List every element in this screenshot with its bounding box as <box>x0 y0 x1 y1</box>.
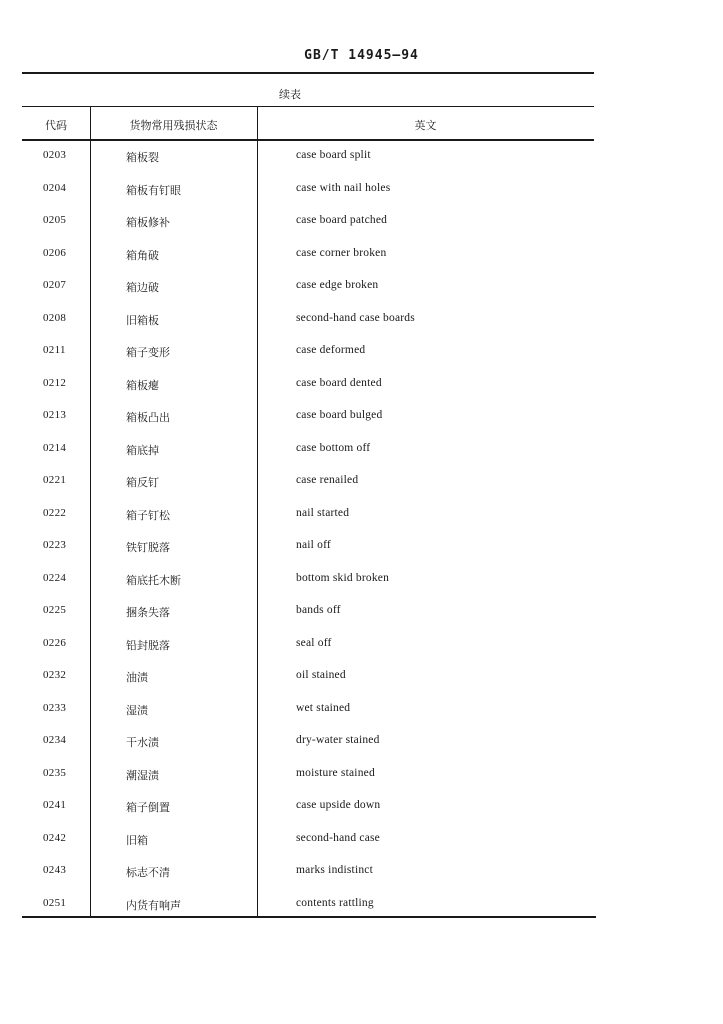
row-code: 0214 <box>43 441 67 454</box>
table-row <box>22 628 594 661</box>
table-row <box>22 465 594 498</box>
row-code: 0241 <box>43 799 67 811</box>
row-code: 0251 <box>43 896 67 909</box>
row-english-term: case with nail holes <box>296 181 391 194</box>
row-code: 0243 <box>43 864 67 876</box>
table-caption: 续表 <box>279 88 301 101</box>
row-chinese-term: 标志不清 <box>126 866 170 879</box>
row-english-term: case board bulged <box>296 409 383 421</box>
row-chinese-term: 箱反钉 <box>126 476 159 489</box>
table-row <box>22 563 594 596</box>
row-english-term: case corner broken <box>296 246 387 259</box>
row-code: 0223 <box>43 539 67 551</box>
row-code: 0206 <box>43 246 67 259</box>
table-row <box>22 205 594 238</box>
table-row <box>22 660 594 693</box>
row-chinese-term: 箱子倒置 <box>126 801 170 814</box>
table-row <box>22 595 594 628</box>
row-english-term: seal off <box>296 636 332 649</box>
table-row <box>22 725 594 758</box>
table-row <box>22 758 594 791</box>
row-chinese-term: 箱子变形 <box>126 346 170 359</box>
column-header-chinese: 货物常用残损状态 <box>129 119 218 132</box>
row-code: 0203 <box>43 149 67 161</box>
table-row <box>22 433 594 466</box>
row-code: 0208 <box>43 311 67 324</box>
row-chinese-term: 箱子钉松 <box>126 508 170 522</box>
table-row <box>22 238 594 271</box>
table-body <box>22 140 594 920</box>
row-chinese-term: 箱底掉 <box>126 443 159 457</box>
table-row <box>22 855 594 888</box>
row-code: 0213 <box>43 409 67 421</box>
row-code: 0234 <box>43 734 67 746</box>
row-english-term: nail off <box>296 539 331 551</box>
top-rule <box>22 72 594 74</box>
row-chinese-term: 箱板凸出 <box>126 411 170 424</box>
row-code: 0211 <box>43 344 66 356</box>
row-chinese-term: 旧箱板 <box>126 313 159 327</box>
row-english-term: oil stained <box>296 669 346 681</box>
row-chinese-term: 干水渍 <box>126 736 159 749</box>
row-english-term: second-hand case <box>296 831 380 844</box>
row-chinese-term: 铅封脱落 <box>126 638 170 652</box>
row-english-term: dry-water stained <box>296 734 380 746</box>
row-english-term: case board dented <box>296 376 382 389</box>
table-row <box>22 530 594 563</box>
row-code: 0204 <box>43 181 67 194</box>
row-english-term: contents rattling <box>296 896 374 909</box>
table-row <box>22 823 594 856</box>
table-row <box>22 368 594 401</box>
row-code: 0222 <box>43 506 67 519</box>
column-header-english: 英文 <box>414 119 437 132</box>
row-code: 0224 <box>43 571 67 584</box>
table-row <box>22 790 594 823</box>
table-row <box>22 498 594 531</box>
row-english-term: case bottom off <box>296 441 371 454</box>
row-code: 0212 <box>43 376 67 389</box>
row-chinese-term: 箱板裂 <box>126 151 159 164</box>
row-code: 0205 <box>43 214 67 226</box>
row-english-term: case renailed <box>296 474 359 486</box>
table-row <box>22 173 594 206</box>
row-code: 0221 <box>43 474 67 486</box>
row-english-term: case board patched <box>296 214 388 226</box>
row-chinese-term: 油渍 <box>126 671 148 684</box>
table-row <box>22 270 594 303</box>
row-chinese-term: 箱边破 <box>126 281 159 294</box>
row-english-term: bottom skid broken <box>296 571 390 584</box>
row-code: 0235 <box>43 766 67 779</box>
standard-code-header: GB/T 14945—94 <box>304 48 419 63</box>
row-chinese-term: 内货有响声 <box>126 898 181 912</box>
row-chinese-term: 铁钉脱落 <box>126 541 170 554</box>
row-english-term: bands off <box>296 604 341 616</box>
row-chinese-term: 箱角破 <box>126 248 159 262</box>
row-chinese-term: 箱底托木断 <box>126 573 181 587</box>
row-english-term: moisture stained <box>296 766 375 779</box>
table-row <box>22 693 594 726</box>
row-english-term: nail started <box>296 506 350 519</box>
row-chinese-term: 潮湿渍 <box>126 768 159 782</box>
row-chinese-term: 箱板有钉眼 <box>126 183 181 197</box>
row-code: 0226 <box>43 636 67 649</box>
table-row <box>22 303 594 336</box>
table-row <box>22 335 594 368</box>
column-header-code: 代码 <box>45 119 67 132</box>
row-code: 0207 <box>43 279 67 291</box>
row-english-term: wet stained <box>296 701 351 714</box>
table-row <box>22 400 594 433</box>
row-english-term: case upside down <box>296 799 381 811</box>
row-chinese-term: 捆条失落 <box>126 606 170 619</box>
row-english-term: case board split <box>296 149 371 161</box>
row-code: 0225 <box>43 604 67 616</box>
row-code: 0242 <box>43 831 67 844</box>
row-english-term: marks indistinct <box>296 864 373 876</box>
caption-rule <box>22 106 594 107</box>
row-english-term: case deformed <box>296 344 366 356</box>
row-english-term: second-hand case boards <box>296 311 415 324</box>
row-code: 0233 <box>43 701 67 714</box>
row-chinese-term: 旧箱 <box>126 833 148 847</box>
row-english-term: case edge broken <box>296 279 379 291</box>
row-chinese-term: 箱板瘪 <box>126 378 159 392</box>
row-chinese-term: 箱板修补 <box>126 216 170 229</box>
bottom-rule <box>22 916 596 918</box>
table-row <box>22 140 594 173</box>
row-chinese-term: 湿渍 <box>126 703 148 717</box>
row-code: 0232 <box>43 669 67 681</box>
